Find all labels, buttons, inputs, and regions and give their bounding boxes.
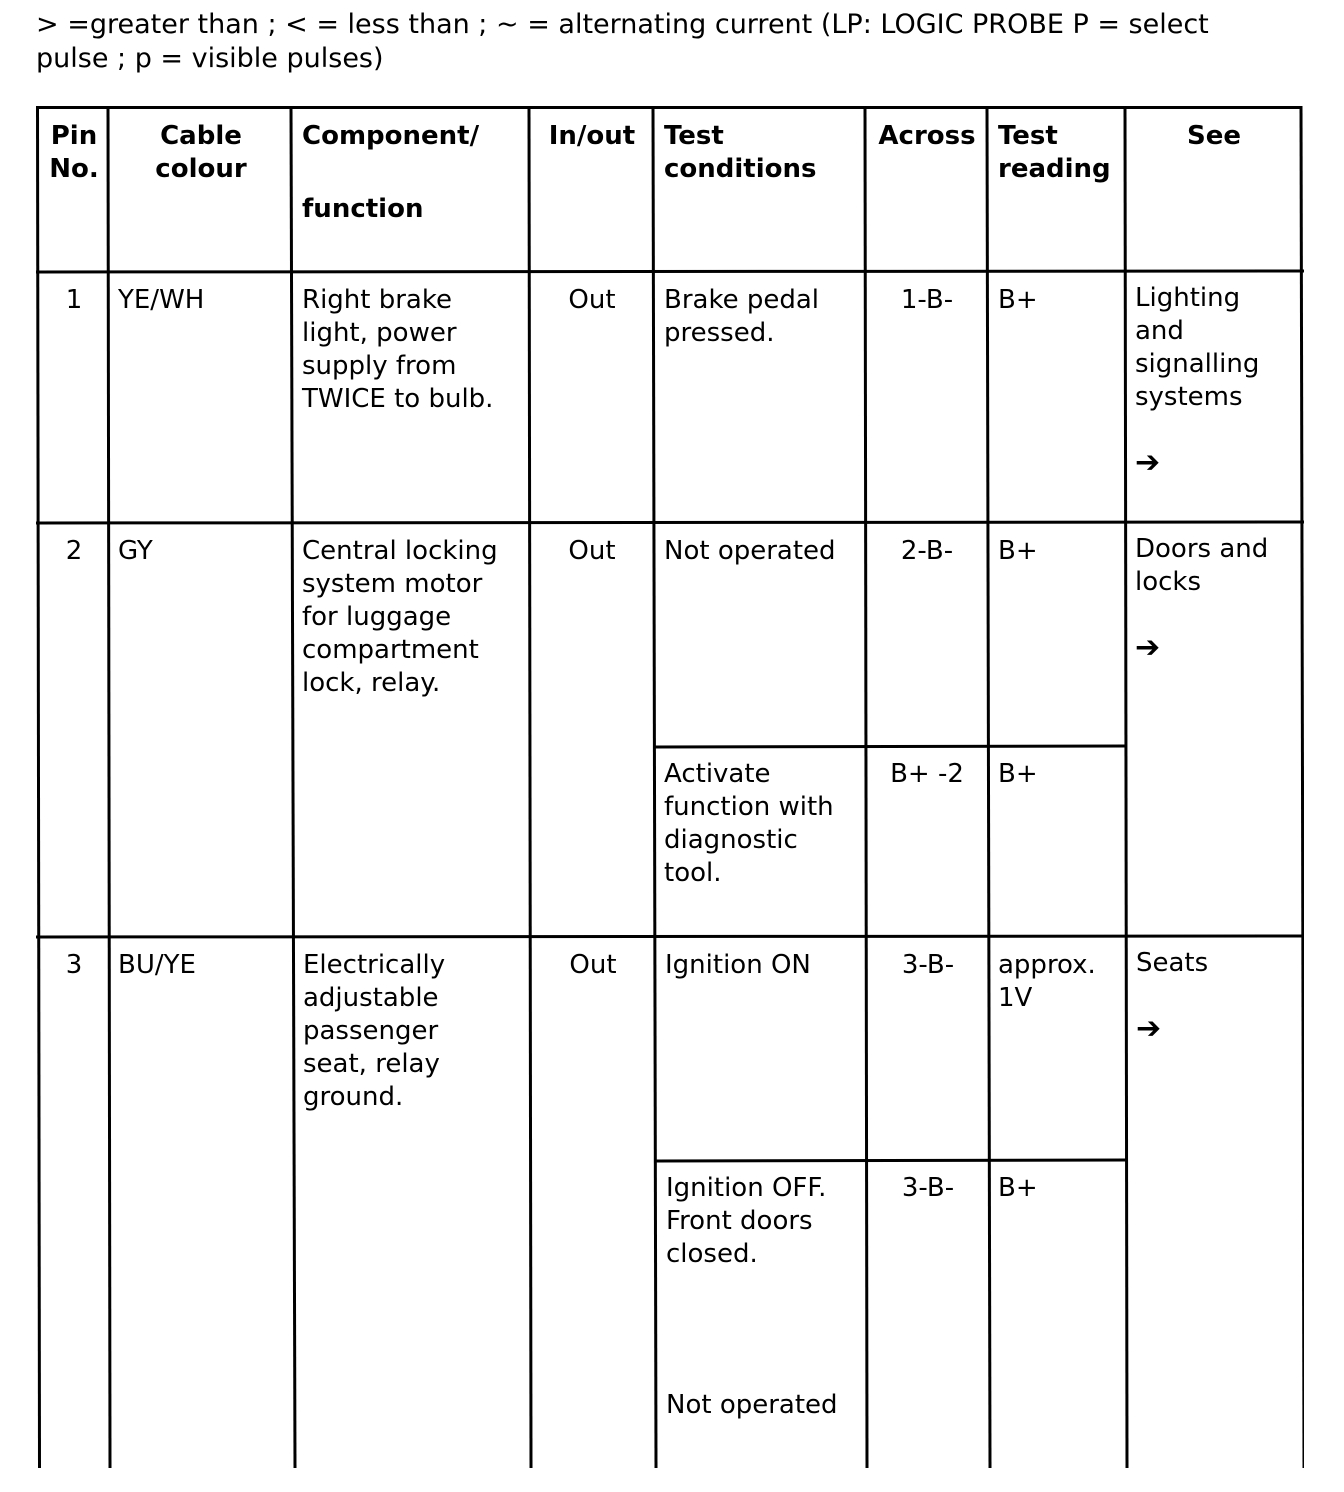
see-reference — [1136, 947, 1302, 980]
pin-test-table — [36, 106, 1304, 1468]
see-reference — [1135, 533, 1301, 599]
component-line: compartment — [302, 635, 479, 665]
component-function — [302, 535, 528, 700]
component-line: light, power — [302, 318, 457, 348]
see-line: locks — [1135, 567, 1202, 597]
pin-number: 1 — [65, 285, 83, 315]
test-condition — [666, 1172, 866, 1271]
component-line: Right brake — [302, 285, 452, 315]
component-line: adjustable — [303, 983, 439, 1013]
test-reading: B+ — [998, 536, 1038, 566]
condition-line: function with — [664, 792, 834, 822]
test-condition — [664, 758, 864, 890]
test-reading: B+ — [998, 285, 1038, 315]
header-component-gap — [302, 153, 528, 193]
header-cable-colour — [110, 120, 292, 186]
test-condition: Ignition ON — [665, 950, 811, 980]
header-reading-line-2: reading — [998, 154, 1111, 184]
header-see: See — [1187, 121, 1241, 151]
legend-line-1: > =greater than ; < = less than ; ~ = alternating current (LP: LOGIC PROBE P = select — [36, 9, 1209, 40]
in-out-value: Out — [568, 536, 616, 566]
header-component-function — [302, 120, 528, 226]
component-line: seat, relay — [303, 1049, 440, 1079]
header-test-reading — [998, 120, 1124, 186]
see-line: systems — [1135, 382, 1243, 412]
see-line: Seats — [1136, 948, 1209, 978]
cable-colour: GY — [118, 536, 153, 566]
cable-colour: BU/YE — [118, 950, 196, 980]
header-pin-no — [40, 120, 108, 186]
component-line: for luggage — [302, 602, 452, 632]
header-conditions-line-2: conditions — [664, 154, 817, 184]
across-value: B+ -2 — [890, 759, 964, 789]
see-line: Doors and — [1135, 534, 1269, 564]
across-value: 3-B- — [901, 1173, 955, 1203]
component-line: supply from — [302, 351, 457, 381]
see-line: and — [1135, 316, 1184, 346]
condition-line: pressed. — [664, 318, 775, 348]
test-reading: B+ — [998, 759, 1038, 789]
component-function — [302, 284, 528, 416]
see-line: signalling — [1135, 349, 1260, 379]
header-pin-line-2: No. — [49, 154, 99, 184]
test-reading: B+ — [998, 1173, 1038, 1203]
reading-line: approx. — [998, 950, 1096, 980]
see-reference — [1135, 282, 1301, 414]
component-line: ground. — [303, 1082, 404, 1112]
header-reading-line-1: Test — [998, 121, 1058, 151]
test-condition: Not operated — [666, 1390, 838, 1420]
pin-number: 3 — [65, 950, 83, 980]
reading-line: 1V — [998, 983, 1033, 1013]
test-reading — [998, 949, 1124, 1015]
header-in-out: In/out — [548, 121, 636, 151]
condition-line: closed. — [666, 1239, 758, 1269]
header-cable-line-1: Cable — [160, 121, 242, 151]
component-line: passenger — [303, 1016, 439, 1046]
across-value: 2-B- — [900, 536, 954, 566]
across-value: 1-B- — [900, 285, 954, 315]
in-out-value: Out — [568, 285, 616, 315]
test-condition: Not operated — [664, 536, 836, 566]
pin-number: 2 — [65, 536, 83, 566]
condition-line: Activate — [664, 759, 771, 789]
right-arrow-icon[interactable]: ➔ — [1135, 630, 1161, 665]
component-line: Electrically — [303, 950, 446, 980]
cable-colour: YE/WH — [118, 285, 205, 315]
legend-line-2: pulse ; p = visible pulses) — [36, 43, 384, 74]
header-across: Across — [878, 121, 976, 151]
header-cable-line-2: colour — [155, 154, 247, 184]
component-function — [303, 949, 529, 1114]
see-line: Lighting — [1135, 283, 1241, 313]
condition-line: tool. — [664, 858, 722, 888]
condition-line: diagnostic — [664, 825, 798, 855]
component-line: Central locking — [302, 536, 498, 566]
component-line: lock, relay. — [302, 668, 441, 698]
header-pin-line-1: Pin — [50, 121, 98, 151]
header-component-line-1: Component/ — [302, 121, 480, 151]
header-test-conditions — [664, 120, 864, 186]
condition-line: Ignition OFF. — [666, 1173, 827, 1203]
in-out-value: Out — [569, 950, 617, 980]
component-line: system motor — [302, 569, 483, 599]
condition-line: Brake pedal — [664, 285, 820, 315]
test-condition — [664, 284, 864, 350]
right-arrow-icon[interactable]: ➔ — [1136, 1011, 1162, 1046]
header-component-line-2: function — [302, 194, 424, 224]
header-conditions-line-1: Test — [664, 121, 724, 151]
across-value: 3-B- — [901, 950, 955, 980]
component-line: TWICE to bulb. — [302, 384, 494, 414]
right-arrow-icon[interactable]: ➔ — [1135, 445, 1161, 480]
condition-line: Front doors — [666, 1206, 813, 1236]
legend-text — [36, 8, 1316, 76]
